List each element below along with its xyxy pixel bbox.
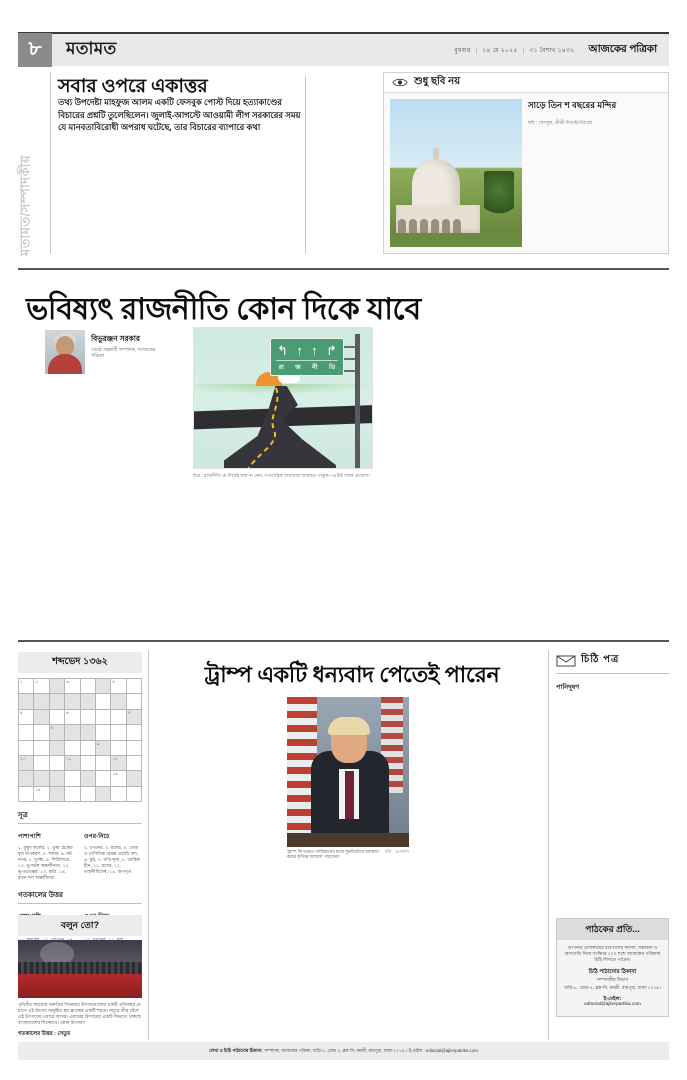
crossword-cell[interactable]: [50, 741, 65, 756]
crossword-cell[interactable]: [96, 771, 111, 786]
crossword-cell[interactable]: ২: [34, 679, 49, 694]
crossword-cell[interactable]: [81, 756, 96, 771]
crossword-cell[interactable]: ১৪: [34, 787, 49, 802]
reader-box-title: পাঠকের প্রতি...: [557, 919, 668, 940]
reader-box-email[interactable]: editorial@ajkerpatrika.com: [584, 1002, 641, 1008]
temple-ground: [390, 233, 522, 247]
trump-photo: [287, 697, 409, 847]
crossword-cell[interactable]: ১৩: [111, 771, 126, 786]
crossword-cell[interactable]: [81, 771, 96, 786]
avatar-body: [48, 354, 82, 374]
across-clues: ১. কুমুদ ফলের, ২. তুষা ঠেকের মূল উপকরণ, ৫. শকার, ৬. নট নগর, ৮. দুর্গন্ধ, ৯. শিউলিতে, ১০. ভূগর্ভস্থ অন্তর্লীনতা, ১২. ভূ-তত্ত্বের, ১৩. কৃত্রি, ১৪. রতন দল অন্তর্লীনতা: [18, 845, 73, 880]
crossword-cell[interactable]: [34, 741, 49, 756]
crossword-cell[interactable]: [111, 741, 126, 756]
crossword-cell[interactable]: [127, 771, 142, 786]
reader-box-email-label: ই-মেইল:: [603, 995, 622, 1002]
crossword-cell[interactable]: ১২: [111, 756, 126, 771]
temple-dome: [412, 159, 460, 211]
gregorian-date: ১৪ মে ২০২৫: [482, 46, 518, 54]
red-carpet: [18, 974, 142, 998]
crossword-answer-heading: গতকালের উত্তর: [18, 889, 142, 904]
letter-subheading: পানিদূষণ: [556, 684, 580, 691]
sign-arrow-0: ↰: [277, 343, 289, 359]
crossword-cell[interactable]: [65, 694, 80, 709]
crossword-cell[interactable]: [127, 694, 142, 709]
envelope-icon: [556, 654, 576, 668]
crossword-cell[interactable]: ৪: [111, 679, 126, 694]
reader-box: [556, 918, 669, 1017]
illustration-caption: চিত্র : রাজনীতি যে দিকেই যাক না কেন, গণতান্ত্রিক অগ্রযাত্রা অব্যাহত থাকুক—এটাই সবার প্রত্যাশা।: [193, 473, 371, 478]
crossword-cell[interactable]: [96, 756, 111, 771]
crossword-down: [84, 831, 142, 881]
crossword-cell[interactable]: [50, 710, 65, 725]
crossword-cell[interactable]: [34, 771, 49, 786]
photo-panel-text: [528, 99, 662, 248]
reader-box-body: আপনার এলাকায়ের চারপাশের সমস্যা, সম্ভাবনা ও অসংগতি নিয়ে সংক্ষিপ্ত ২০০ শব্দে আজকের পত্রিকায় চিঠি লিখতে পারেন।: [564, 945, 661, 963]
section-divider-1: [18, 268, 669, 270]
crossword-cell[interactable]: [111, 725, 126, 740]
crossword-divider: [148, 650, 149, 1040]
sign-letter-2: নী: [312, 365, 318, 371]
photo-caption-title: সাড়ে তিন শ বছরের মন্দির: [528, 100, 617, 110]
author-meta: [91, 330, 165, 360]
down-label: ওপর-নিচে: [84, 833, 110, 840]
temple-tree: [484, 171, 514, 219]
crossword-cell[interactable]: ৩: [65, 679, 80, 694]
crossword-cell[interactable]: [34, 694, 49, 709]
section-title: মতামত: [66, 39, 117, 58]
letters-header: [556, 652, 669, 674]
crossword-cell[interactable]: [111, 710, 126, 725]
photo-panel-header: [384, 73, 668, 93]
crossword-cell[interactable]: [50, 694, 65, 709]
reader-box-address: বাড়ি-৮, রোড-২, ব্লক-সি, বনশ্রী, রামপুরা, ঢাকা-১২১৯।: [564, 984, 661, 990]
eye-icon: [392, 77, 408, 88]
crossword-cell[interactable]: ১১: [65, 756, 80, 771]
crossword-cell[interactable]: [50, 679, 65, 694]
road-illustration: [193, 327, 373, 469]
footer-text: সম্পাদক, আজকের পত্রিকা, বাড়ি ৮, রোড ২, ব্লক সি, বনশ্রী, রামপুরা, ঢাকা-১২১৯ । ই-মেইল :: [264, 1047, 425, 1053]
crossword-cell[interactable]: [127, 679, 142, 694]
crossword-cell[interactable]: [111, 694, 126, 709]
sign-arrow-3: ↱: [325, 343, 337, 359]
temple-photo: [390, 99, 522, 247]
guess-title: বলুন তো?: [18, 915, 142, 936]
author-role: জ্যেষ্ঠ সহকারী সম্পাদক, আজকের পত্রিকা: [91, 348, 156, 359]
crossword-cell[interactable]: ১০: [19, 756, 34, 771]
page-number: ৮: [18, 33, 52, 67]
guess-answer: [18, 1031, 142, 1039]
guess-panel: [18, 915, 142, 1039]
subject-desk: [287, 833, 409, 847]
crossword-cell[interactable]: [81, 679, 96, 694]
reader-box-recipient: চিঠি পাঠানোর ঠিকানা: [588, 968, 637, 975]
feature-headline: ভবিষ্যৎ রাজনীতি কোন দিকে যাবে: [26, 293, 421, 326]
crossword-cell[interactable]: ৭: [127, 710, 142, 725]
sign-arrow-1: ↑: [296, 343, 303, 359]
crossword-cell[interactable]: [19, 771, 34, 786]
crossword-cell[interactable]: [34, 756, 49, 771]
guess-answer-label: গতকালের উত্তর :: [18, 1031, 56, 1037]
crossword-cell[interactable]: [50, 771, 65, 786]
photo-panel-body: [384, 93, 668, 254]
crossword-cell[interactable]: [81, 741, 96, 756]
weekday: বুধবার: [454, 46, 471, 54]
page-footer: [18, 1042, 669, 1060]
crossword-cell[interactable]: [50, 787, 65, 802]
direction-sign-board: [270, 338, 344, 376]
sign-letter-0: রা: [278, 365, 284, 371]
letters-label: চিঠি পত্র: [581, 654, 620, 665]
road-centerline: [224, 386, 336, 469]
crossword-cell[interactable]: [65, 771, 80, 786]
sign-pole: [355, 334, 360, 469]
sign-divider: [276, 360, 338, 361]
sign-letter-1: জ: [295, 365, 301, 371]
crossword-across: [18, 831, 76, 881]
crossword-cell[interactable]: [127, 725, 142, 740]
crossword-cell[interactable]: [96, 679, 111, 694]
masthead: [18, 32, 669, 66]
crossword-cell[interactable]: [34, 710, 49, 725]
crossword-cell[interactable]: ৮: [50, 725, 65, 740]
crossword-cell[interactable]: [111, 787, 126, 802]
story3-headline: ট্রাম্প একটি ধন্যবাদ পেতেই পারেন: [204, 662, 500, 687]
crossword-panel: [18, 652, 142, 949]
crossword-cell[interactable]: [81, 710, 96, 725]
subject-tie: [345, 771, 354, 819]
subject-hair: [328, 717, 370, 735]
crossword-cell[interactable]: [96, 710, 111, 725]
story3-caption-text: ট্রাম্প কি ভারত-পাকিস্তানের মধ্যে যুদ্ধবিরতির মধ্যস্থতা করার কৃতিত্ব আদায়ে পারবেন?: [287, 849, 379, 860]
date-separator-2: |: [522, 46, 525, 54]
sign-letter-3: তি: [328, 365, 336, 371]
sign-arrows: [273, 342, 341, 359]
author-card: [45, 330, 165, 376]
crossword-cell[interactable]: [19, 725, 34, 740]
crossword-clue-heading: সূত্র: [18, 809, 142, 824]
photo-panel: [383, 72, 669, 254]
crossword-cell[interactable]: ১: [19, 679, 34, 694]
footer-email[interactable]: editorial@ajkerpatrika.com: [425, 1047, 478, 1053]
crossword-cell[interactable]: [127, 756, 142, 771]
letters-divider: [548, 650, 549, 1040]
story1-standfirst: তথ্য উপদেষ্টা মাহফুজ আলম একটি ফেসবুক পোস্ট দিয়ে হত্যাকাণ্ডের বিচারের প্রশ্নটি তুলেছিলেন। জুলাই-আগস্টে আওয়ামী লীগ সরকারের সময় যে মানবতাবিরোধী অপরাধ ঘটেছে, তার বিচারের ব্যাপারে কথা: [58, 97, 301, 132]
crossword-cell[interactable]: [127, 741, 142, 756]
crossword-cell[interactable]: ৬: [65, 710, 80, 725]
sign-letters: [273, 362, 341, 373]
guess-answer-value: সেতুর: [57, 1031, 71, 1037]
guess-body: পৃথিবীর সবচেয়ে জনপ্রিয় সিনেমার উৎসবগুলোর একটি প্রতিবছর মে মাসে এই উৎসব অনুষ্ঠিত হয় ফ্রান্সের একটি শহরে। সমুদ্রে তীর ঘেঁষে এই উৎসবের এবারে আসর। এবারের উৎসবের একটি বিভাগে থাকছে বাংলাদেশের সিনেমাও। কোন উৎসব?: [18, 1002, 141, 1025]
vertical-watermark: মতামত/সম্পাদকীয়: [17, 154, 33, 257]
avatar-head: [56, 336, 74, 356]
down-clues: ২. বপনের, ৩. বলের, ৪. তেজ ও গাণিতিক হেমন্ত এবাড়ি বল, ৬. কুঠ, ৭. গতি-শূন্য, ৮. তান্ত্রিক হীন, ১১. রসের, ১২. তর্জনীবিশেষ, ১৪. অপসৃত: [84, 845, 140, 874]
crossword-title: শব্দভেদ ১৩৬২: [18, 652, 142, 673]
crossword-cell[interactable]: [81, 725, 96, 740]
letters-panel: [556, 652, 669, 697]
crossword-grid[interactable]: [18, 678, 142, 802]
crossword-cell[interactable]: [19, 787, 34, 802]
masthead-date: [454, 45, 588, 56]
story3-photo-credit: ছবি : এএফপি: [384, 849, 409, 854]
festival-photo: [18, 940, 142, 998]
crossword-cell[interactable]: [65, 725, 80, 740]
bengali-date: ৩১ বৈশাখ ১৪৩২: [529, 46, 575, 54]
crossword-cell[interactable]: [65, 787, 80, 802]
crossword-cell[interactable]: [65, 741, 80, 756]
story1-headline: সবার ওপরে একাত্তর: [58, 76, 208, 97]
photo-credit: ছবি : ফেসবুক, শ্রীশ্রী নিতাইগৌর মঠ: [528, 120, 593, 125]
date-separator-1: |: [475, 46, 478, 54]
crossword-cell[interactable]: [19, 741, 34, 756]
publication-logo: আজকের পত্রিকা: [588, 42, 657, 55]
crossword-cell[interactable]: [19, 694, 34, 709]
crossword-cell[interactable]: [34, 725, 49, 740]
crossword-cell[interactable]: ৫: [19, 710, 34, 725]
across-label: পাশাপাশি: [18, 833, 41, 840]
temple-arches: [398, 219, 461, 233]
crossword-cell[interactable]: [81, 694, 96, 709]
reader-box-dept: সম্পাদকীয় বিভাগ: [596, 976, 629, 982]
footer-prefix: লেখা ও চিঠি পাঠানোর ঠিকানা:: [209, 1047, 263, 1053]
crossword-cell[interactable]: [96, 725, 111, 740]
crossword-cell[interactable]: [96, 694, 111, 709]
crossword-cell[interactable]: [96, 787, 111, 802]
story1-left-rule: [50, 72, 51, 254]
photo-panel-label: শুধু ছবি নয়: [414, 76, 461, 87]
crossword-cell[interactable]: [127, 787, 142, 802]
crossword-cell[interactable]: ৯: [96, 741, 111, 756]
story3-photo-caption: [287, 849, 409, 860]
section-divider-2: [18, 640, 669, 642]
crossword-clues: [18, 831, 142, 881]
crossword-cell[interactable]: [50, 756, 65, 771]
crossword-cell[interactable]: [81, 787, 96, 802]
sign-arrow-2: ↑: [311, 343, 318, 359]
author-name: বিভুরঞ্জন সরকার: [91, 334, 140, 343]
author-avatar: [45, 330, 85, 374]
story1-divider: [305, 76, 306, 254]
